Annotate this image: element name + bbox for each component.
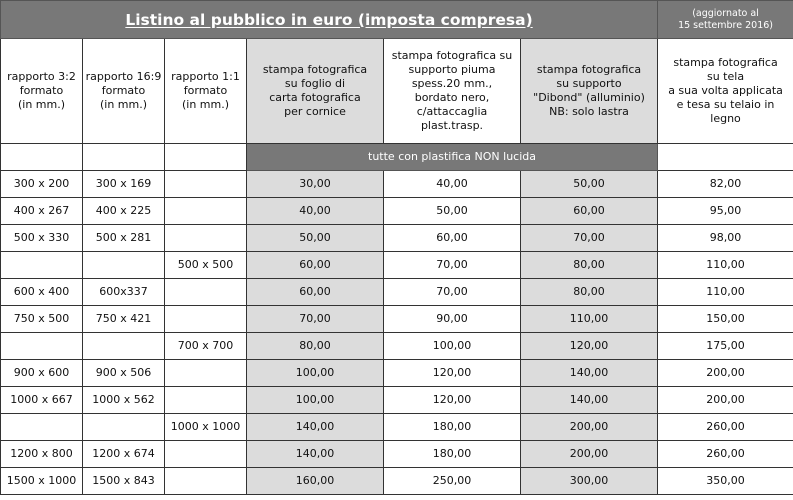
table-row xyxy=(1,225,793,252)
table-cell-photo-paper: 160,00 xyxy=(247,468,384,495)
table-cell-photo-paper: 100,00 xyxy=(247,360,384,387)
table-cell-ratio-3-2: 1500 x 1000 xyxy=(1,468,83,495)
column-header-line: a sua volta applicata xyxy=(668,84,783,97)
column-header-line: rapporto 3:2 xyxy=(7,70,76,83)
table-row xyxy=(1,333,793,360)
column-header-line: (in mm.) xyxy=(17,98,66,111)
table-cell-ratio-16-9 xyxy=(83,414,165,441)
table-cell-ratio-1-1 xyxy=(165,171,247,198)
table-cell-ratio-1-1 xyxy=(165,198,247,225)
subheader-blank-1 xyxy=(1,144,83,171)
table-cell-foam-board: 180,00 xyxy=(384,441,521,468)
table-cell-ratio-3-2: 500 x 330 xyxy=(1,225,83,252)
column-header-line: (in mm.) xyxy=(99,98,148,111)
table-cell-ratio-16-9: 400 x 225 xyxy=(83,198,165,225)
subheader-blank-7 xyxy=(658,144,793,171)
table-cell-foam-board: 40,00 xyxy=(384,171,521,198)
column-header-line: carta fotografica xyxy=(269,91,361,104)
table-cell-canvas: 95,00 xyxy=(658,198,793,225)
column-header-line: rapporto 16:9 xyxy=(85,70,162,83)
table-cell-dibond: 80,00 xyxy=(521,252,658,279)
table-cell-canvas: 110,00 xyxy=(658,279,793,306)
table-cell-ratio-3-2: 1200 x 800 xyxy=(1,441,83,468)
table-row xyxy=(1,306,793,333)
table-row xyxy=(1,414,793,441)
column-header-ratio-3-2 xyxy=(1,39,83,144)
table-cell-foam-board: 120,00 xyxy=(384,360,521,387)
table-cell-photo-paper: 60,00 xyxy=(247,279,384,306)
table-cell-canvas: 350,00 xyxy=(658,468,793,495)
table-cell-ratio-1-1 xyxy=(165,441,247,468)
column-header-line: formato xyxy=(19,84,64,97)
table-cell-ratio-1-1 xyxy=(165,468,247,495)
table-cell-ratio-16-9 xyxy=(83,252,165,279)
table-cell-dibond: 140,00 xyxy=(521,360,658,387)
table-cell-photo-paper: 70,00 xyxy=(247,306,384,333)
table-cell-ratio-3-2: 900 x 600 xyxy=(1,360,83,387)
table-cell-canvas: 260,00 xyxy=(658,441,793,468)
column-header-line: stampa fotografica xyxy=(536,63,642,76)
table-cell-foam-board: 180,00 xyxy=(384,414,521,441)
table-cell-dibond: 80,00 xyxy=(521,279,658,306)
column-header-line: su tela xyxy=(706,70,745,83)
table-cell-dibond: 110,00 xyxy=(521,306,658,333)
column-header-line: stampa fotografica xyxy=(673,56,778,69)
table-row xyxy=(1,198,793,225)
table-cell-photo-paper: 100,00 xyxy=(247,387,384,414)
table-cell-dibond: 70,00 xyxy=(521,225,658,252)
table-cell-ratio-1-1 xyxy=(165,306,247,333)
table-cell-ratio-16-9 xyxy=(83,333,165,360)
table-cell-foam-board: 90,00 xyxy=(384,306,521,333)
table-cell-ratio-16-9: 1000 x 562 xyxy=(83,387,165,414)
table-cell-canvas: 82,00 xyxy=(658,171,793,198)
column-header-line: c/attaccaglia plast.trasp. xyxy=(416,105,488,132)
column-header-ratio-16-9 xyxy=(83,39,165,144)
table-cell-ratio-3-2: 400 x 267 xyxy=(1,198,83,225)
table-cell-ratio-3-2: 1000 x 667 xyxy=(1,387,83,414)
table-cell-canvas: 110,00 xyxy=(658,252,793,279)
table-cell-foam-board: 50,00 xyxy=(384,198,521,225)
column-header-line: formato xyxy=(101,84,146,97)
table-cell-foam-board: 60,00 xyxy=(384,225,521,252)
column-header-line: formato xyxy=(183,84,228,97)
table-cell-ratio-3-2: 600 x 400 xyxy=(1,279,83,306)
column-header-line: bordato nero, xyxy=(414,91,490,104)
table-cell-dibond: 200,00 xyxy=(521,441,658,468)
table-cell-dibond: 50,00 xyxy=(521,171,658,198)
table-cell-ratio-16-9: 300 x 169 xyxy=(83,171,165,198)
table-cell-ratio-1-1 xyxy=(165,360,247,387)
table-cell-ratio-16-9: 1200 x 674 xyxy=(83,441,165,468)
table-cell-photo-paper: 60,00 xyxy=(247,252,384,279)
table-cell-photo-paper: 30,00 xyxy=(247,171,384,198)
column-header-line: e tesa su telaio in legno xyxy=(676,98,775,125)
table-cell-ratio-16-9: 900 x 506 xyxy=(83,360,165,387)
table-cell-ratio-16-9: 1500 x 843 xyxy=(83,468,165,495)
table-cell-dibond: 200,00 xyxy=(521,414,658,441)
table-cell-canvas: 200,00 xyxy=(658,387,793,414)
lamination-note: tutte con plastifica NON lucida xyxy=(247,144,658,171)
column-header-line: stampa fotografica xyxy=(262,63,368,76)
table-cell-ratio-3-2: 300 x 200 xyxy=(1,171,83,198)
table-cell-canvas: 98,00 xyxy=(658,225,793,252)
table-cell-foam-board: 100,00 xyxy=(384,333,521,360)
column-header-line: "Dibond" (alluminio) xyxy=(533,91,645,104)
column-header-line: (in mm.) xyxy=(181,98,230,111)
table-cell-ratio-1-1: 700 x 700 xyxy=(165,333,247,360)
table-row xyxy=(1,252,793,279)
column-header-line: supporto piuma xyxy=(408,63,496,76)
table-cell-canvas: 175,00 xyxy=(658,333,793,360)
column-header-line: su foglio di xyxy=(284,77,346,90)
column-header-line: rapporto 1:1 xyxy=(171,70,240,83)
table-cell-dibond: 60,00 xyxy=(521,198,658,225)
subheader-blank-3 xyxy=(165,144,247,171)
table-cell-foam-board: 120,00 xyxy=(384,387,521,414)
column-header-row xyxy=(1,39,793,144)
table-cell-canvas: 150,00 xyxy=(658,306,793,333)
column-header-canvas xyxy=(658,39,793,144)
subheader-row xyxy=(1,144,793,171)
table-cell-photo-paper: 140,00 xyxy=(247,441,384,468)
updated-note: (aggiornato al 15 settembre 2016) xyxy=(658,1,793,39)
table-cell-dibond: 140,00 xyxy=(521,387,658,414)
page-title: Listino al pubblico in euro (imposta compresa) xyxy=(1,1,658,39)
table-cell-ratio-16-9: 500 x 281 xyxy=(83,225,165,252)
column-header-line: per cornice xyxy=(284,105,346,118)
table-cell-photo-paper: 140,00 xyxy=(247,414,384,441)
table-cell-ratio-1-1 xyxy=(165,225,247,252)
table-cell-ratio-3-2 xyxy=(1,414,83,441)
table-cell-ratio-1-1 xyxy=(165,387,247,414)
table-cell-photo-paper: 40,00 xyxy=(247,198,384,225)
column-header-line: NB: solo lastra xyxy=(549,105,629,118)
column-header-line: su supporto xyxy=(556,77,622,90)
column-header-foam-board xyxy=(384,39,521,144)
table-cell-ratio-16-9: 600x337 xyxy=(83,279,165,306)
table-cell-photo-paper: 80,00 xyxy=(247,333,384,360)
table-row xyxy=(1,468,793,495)
table-cell-dibond: 120,00 xyxy=(521,333,658,360)
table-cell-ratio-1-1: 500 x 500 xyxy=(165,252,247,279)
table-cell-dibond: 300,00 xyxy=(521,468,658,495)
column-header-photo-paper xyxy=(247,39,384,144)
column-header-dibond xyxy=(521,39,658,144)
column-header-ratio-1-1 xyxy=(165,39,247,144)
table-cell-canvas: 260,00 xyxy=(658,414,793,441)
title-row xyxy=(1,1,793,39)
table-cell-ratio-16-9: 750 x 421 xyxy=(83,306,165,333)
table-cell-foam-board: 250,00 xyxy=(384,468,521,495)
table-cell-canvas: 200,00 xyxy=(658,360,793,387)
table-cell-ratio-1-1: 1000 x 1000 xyxy=(165,414,247,441)
table-cell-ratio-3-2: 750 x 500 xyxy=(1,306,83,333)
table-row xyxy=(1,279,793,306)
table-cell-ratio-3-2 xyxy=(1,333,83,360)
table-cell-foam-board: 70,00 xyxy=(384,279,521,306)
table-row xyxy=(1,360,793,387)
subheader-blank-2 xyxy=(83,144,165,171)
table-cell-foam-board: 70,00 xyxy=(384,252,521,279)
table-row xyxy=(1,441,793,468)
table-cell-photo-paper: 50,00 xyxy=(247,225,384,252)
column-header-line: stampa fotografica su xyxy=(391,49,513,62)
table-cell-ratio-1-1 xyxy=(165,279,247,306)
table-cell-ratio-3-2 xyxy=(1,252,83,279)
table-row xyxy=(1,171,793,198)
table-row xyxy=(1,387,793,414)
column-header-line: spess.20 mm., xyxy=(411,77,493,90)
